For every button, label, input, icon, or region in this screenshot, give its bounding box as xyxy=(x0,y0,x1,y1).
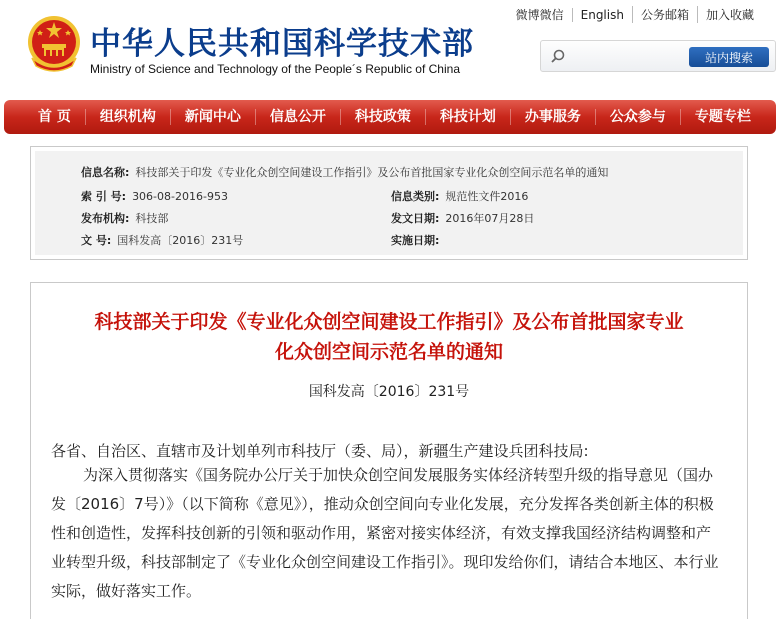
nav-topics[interactable]: 专题专栏 xyxy=(680,109,765,125)
site-header xyxy=(0,0,780,100)
meta-value: 2016年07月28日 xyxy=(445,212,535,225)
meta-value: 科技部关于印发《专业化众创空间建设工作指引》及公布首批国家专业化众创空间示范名单的通知 xyxy=(135,166,609,179)
article-addressee: 各省、自治区、直辖市及计划单列市科技厅（委、局），新疆生产建设兵团科技局: xyxy=(51,442,589,460)
document-meta-inner xyxy=(35,151,743,255)
toplink-bookmark[interactable]: 加入收藏 xyxy=(697,6,762,23)
nav-policy[interactable]: 科技政策 xyxy=(340,109,425,125)
meta-label: 信息类别: xyxy=(391,190,440,203)
meta-label: 发文日期: xyxy=(391,212,440,225)
article-title-line-2: 化众创空间示范名单的通知 xyxy=(274,341,503,363)
meta-label: 实施日期: xyxy=(391,234,440,247)
meta-effective-date xyxy=(391,232,445,248)
meta-doc-no xyxy=(81,232,243,248)
nav-services[interactable]: 办事服务 xyxy=(510,109,595,125)
toplink-mailbox[interactable]: 公务邮箱 xyxy=(632,6,697,23)
article-body: 为深入贯彻落实《国务院办公厅关于加快众创空间发展服务实体经济转型升级的指导意见（国办发〔2016〕7号）》（以下简称《意见》），推动众创空间向专业化发展，充分发挥各类创新主体的积极性和创造性，发挥科技创新的引领和驱动作用，紧密对接实体经济，有效支撑我国经济结构调整和产业转型升级，科技部制定了《专业化众创空间建设工作指引》。现印发给你们，请结合本地区、本行业实际，做好落实工作。 xyxy=(51,466,719,600)
toplink-weibo-wechat[interactable]: 微博微信 xyxy=(515,8,564,22)
national-emblem-icon[interactable] xyxy=(26,14,82,74)
article-panel xyxy=(30,282,748,619)
meta-label: 发布机构: xyxy=(81,212,130,225)
meta-value: 科技部 xyxy=(135,212,169,225)
meta-info-name xyxy=(81,164,608,180)
site-subtitle: Ministry of Science and Technology of the People´s Republic of China xyxy=(90,62,460,76)
search-icon xyxy=(551,49,565,63)
nav-programs[interactable]: 科技计划 xyxy=(425,109,510,125)
main-nav xyxy=(4,100,776,134)
meta-index-no xyxy=(81,188,228,204)
meta-value: 国科发高〔2016〕231号 xyxy=(117,234,244,247)
site-search-button[interactable]: 站内搜索 xyxy=(689,47,769,67)
nav-participation[interactable]: 公众参与 xyxy=(595,109,680,125)
nav-disclosure[interactable]: 信息公开 xyxy=(255,109,340,125)
meta-value: 306-08-2016-953 xyxy=(132,190,228,203)
article-title-line-1: 科技部关于印发《专业化众创空间建设工作指引》及公布首批国家专业 xyxy=(94,311,684,333)
search-box xyxy=(540,40,776,72)
meta-value: 规范性文件2016 xyxy=(445,190,529,203)
toplink-english[interactable]: English xyxy=(572,8,632,22)
article-doc-number: 国科发高〔2016〕231号 xyxy=(308,384,470,400)
meta-label: 索 引 号: xyxy=(81,190,127,203)
site-title[interactable]: 中华人民共和国科学技术部 xyxy=(90,26,474,62)
meta-date xyxy=(391,210,534,226)
meta-category xyxy=(391,188,528,204)
nav-organization[interactable]: 组织机构 xyxy=(85,109,170,125)
meta-label: 文 号: xyxy=(81,234,112,247)
nav-news[interactable]: 新闻中心 xyxy=(170,109,255,125)
nav-home[interactable]: 首 页 xyxy=(38,109,71,125)
meta-issuer xyxy=(81,210,168,226)
meta-label: 信息名称: xyxy=(81,166,130,179)
document-meta-panel xyxy=(30,146,748,260)
top-links xyxy=(508,6,762,23)
